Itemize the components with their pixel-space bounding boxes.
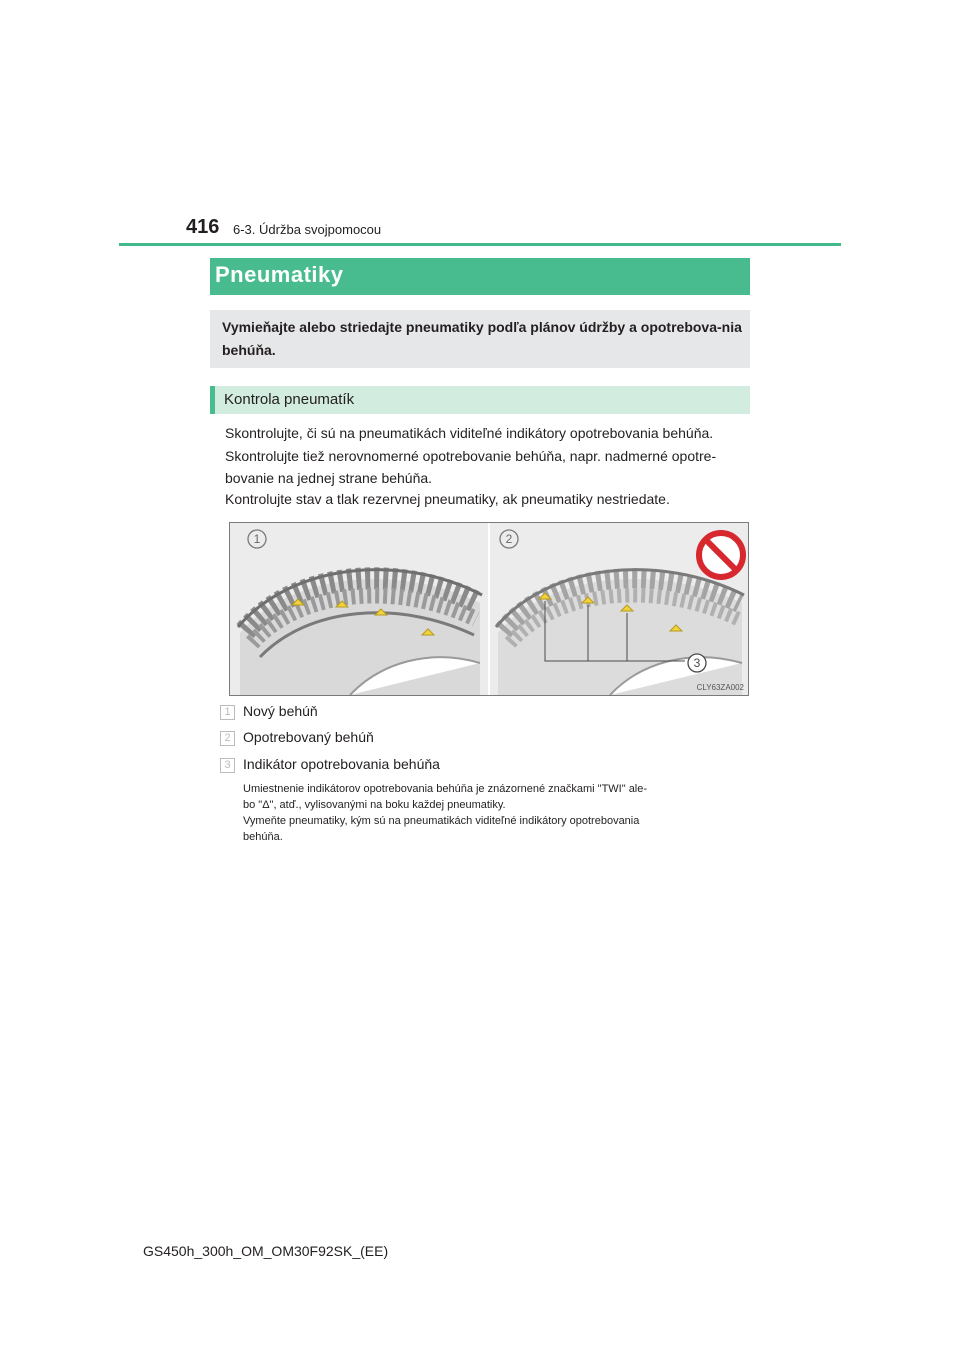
worn-tread-tire [496,570,744,695]
body-line-2: Skontrolujte tiež nerovnomerné opotrebovanie behúňa, napr. nadmerné opotre- [225,448,717,464]
subsection-accent [210,386,215,414]
legend-number-3: 3 [220,758,235,773]
callout-2: 2 [505,532,513,546]
legend-label-2: Opotrebovaný behúň [243,729,374,745]
note-line-3: Vymeňte pneumatiky, kým sú na pneumatikách viditeľné indikátory opotrebovania [243,815,640,827]
note-line-1: Umiestnenie indikátorov opotrebovania behúňa je znázornené značkami "TWI" ale- [243,783,648,795]
page-number: 416 [186,216,220,238]
legend-label-3: Indikátor opotrebovania behúňa [243,756,440,772]
section-label: 6-3. Údržba svojpomocou [233,222,382,237]
new-tread-tire [238,570,482,695]
intro-text: Vymieňajte alebo striedajte pneumatiky podľa plánov údržby a opotrebova-nia behúňa. [222,319,742,358]
body-line-4: Kontrolujte stav a tlak rezervnej pneumatiky, ak pneumatiky nestriedate. [225,491,670,507]
figure-code: CLY63ZA002 [696,683,744,692]
no-entry-icon [699,533,743,577]
footer-document-code: GS450h_300h_OM_OM30F92SK_(EE) [143,1243,389,1259]
legend-number-2: 2 [220,731,235,746]
header-divider [119,243,841,246]
legend-number-1: 1 [220,705,235,720]
page-title: Pneumatiky [215,262,344,287]
callout-1: 1 [253,532,261,546]
figure-divider [488,523,490,695]
callout-3: 3 [693,656,701,670]
body-line-3: bovanie na jednej strane behúňa. [225,470,433,486]
body-line-1: Skontrolujte, či sú na pneumatikách viditeľné indikátory opotrebovania behúňa. [225,425,714,441]
note-line-4: behúňa. [243,831,283,843]
note-line-2: bo "Δ", atď., vylisovanými na boku každej pneumatiky. [243,799,506,811]
legend-label-1: Nový behúň [243,703,318,719]
subsection-title: Kontrola pneumatík [224,391,355,408]
